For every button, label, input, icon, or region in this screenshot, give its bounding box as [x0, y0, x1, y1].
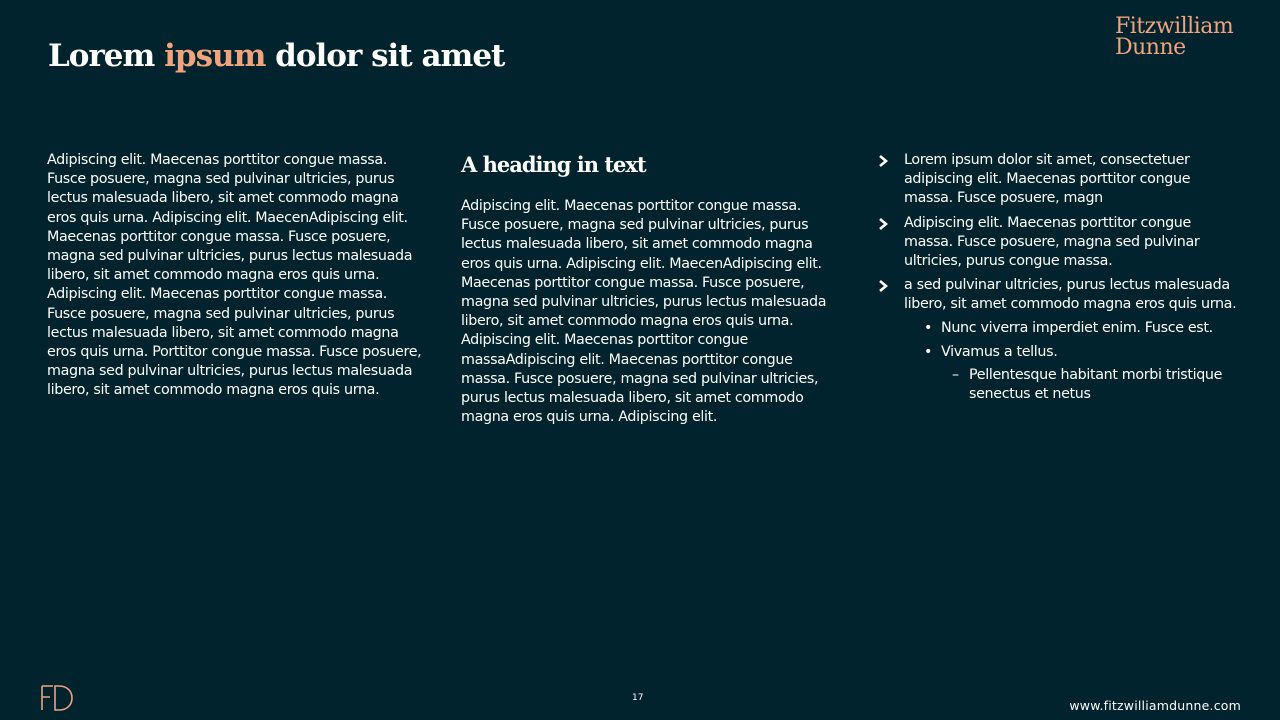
column-1-body: Adipiscing elit. Maecenas porttitor congue massa. Fusce posuere, magna sed pulvinar ultricies, purus lectus malesuada libero, sit amet commodo magna eros quis urna. Adipiscing elit. MaecenAdipiscing elit. Maecenas porttitor congue massa. Fusce posuere, magna sed pulvinar ultricies, purus lectus malesuada libero, sit amet commodo magna eros quis urna. Adipiscing elit. Maecenas porttitor congue massa. Fusce posuere, magna sed pulvinar ultricies, purus lectus malesuada libero, sit amet commodo magna eros quis urna. Porttitor congue massa. Fusce posuere, magna sed pulvinar ultricies, purus lectus malesuada libero, sit amet commodo magna eros quis urna. — [47, 152, 422, 399]
page-number: 17 — [632, 693, 644, 703]
bullet-text: Adipiscing elit. Maecenas porttitor congue massa. Fusce posuere, magna sed pulvinar ultricies, purus congue massa. — [904, 214, 1200, 270]
column-2-heading: A heading in text — [461, 152, 646, 177]
bullet-dot-icon: • — [924, 319, 933, 336]
sub-bullet-text: Nunc viverra imperdiet enim. Fusce est. — [941, 319, 1213, 336]
sub-bullet-text: Vivamus a tellus. — [941, 343, 1058, 360]
sub-bullet-item — [904, 343, 1241, 405]
chevron-right-icon — [878, 155, 888, 167]
bullet-list — [876, 151, 1241, 404]
title-part-1: Lorem — [48, 38, 165, 74]
fd-monogram-icon — [38, 684, 74, 712]
bullet-text: Lorem ipsum dolor sit amet, consectetuer adipiscing elit. Maecenas porttitor congue massa. Fusce posuere, magn — [904, 152, 1191, 207]
bullet-item — [876, 214, 1241, 272]
sub-bullet-list — [904, 319, 1241, 405]
bullet-item — [876, 276, 1241, 404]
dash-icon: – — [952, 367, 959, 384]
column-2-body: Adipiscing elit. Maecenas porttitor congue massa. Fusce posuere, magna sed pulvinar ultricies, purus lectus malesuada libero, sit amet commodo magna eros quis urna. Adipiscing elit. MaecenAdipiscing elit. Maecenas porttitor congue massa. Fusce posuere, magna sed pulvinar ultricies, purus lectus malesuada libero, sit amet commodo magna eros quis urna. Adipiscing elit. Maecenas porttitor congue massaAdipiscing elit. Maecenas porttitor congue massa. Fusce posuere, magna sed pulvinar ultricies, purus lectus malesuada libero, sit amet commodo magna eros quis urna. Adipiscing elit. — [461, 198, 827, 426]
sub-sub-bullet-list — [941, 366, 1241, 404]
sub-sub-bullet-item — [941, 366, 1241, 404]
bullet-item — [876, 151, 1241, 209]
title-accent-word: ipsum — [164, 38, 266, 74]
website-link[interactable]: www.fitzwilliamdunne.com — [1069, 698, 1241, 713]
bullet-column — [876, 151, 1241, 409]
sub-sub-bullet-text: Pellentesque habitant morbi tristique senectus et netus — [969, 367, 1223, 403]
text-column-1 — [47, 151, 422, 401]
slide-title — [48, 38, 504, 74]
bullet-dot-icon: • — [924, 343, 933, 360]
bullet-text: a sed pulvinar ultricies, purus lectus malesuada libero, sit amet commodo magna eros quis urna. — [904, 277, 1237, 313]
chevron-right-icon — [878, 280, 888, 292]
chevron-right-icon — [878, 218, 888, 230]
sub-bullet-item — [904, 319, 1241, 338]
logo-line-1: Fitzwilliam — [1115, 14, 1234, 39]
title-part-2: dolor sit amet — [265, 38, 505, 74]
brand-logo — [1115, 16, 1233, 58]
logo-line-2: Dunne — [1115, 35, 1186, 60]
text-column-2 — [461, 151, 831, 427]
